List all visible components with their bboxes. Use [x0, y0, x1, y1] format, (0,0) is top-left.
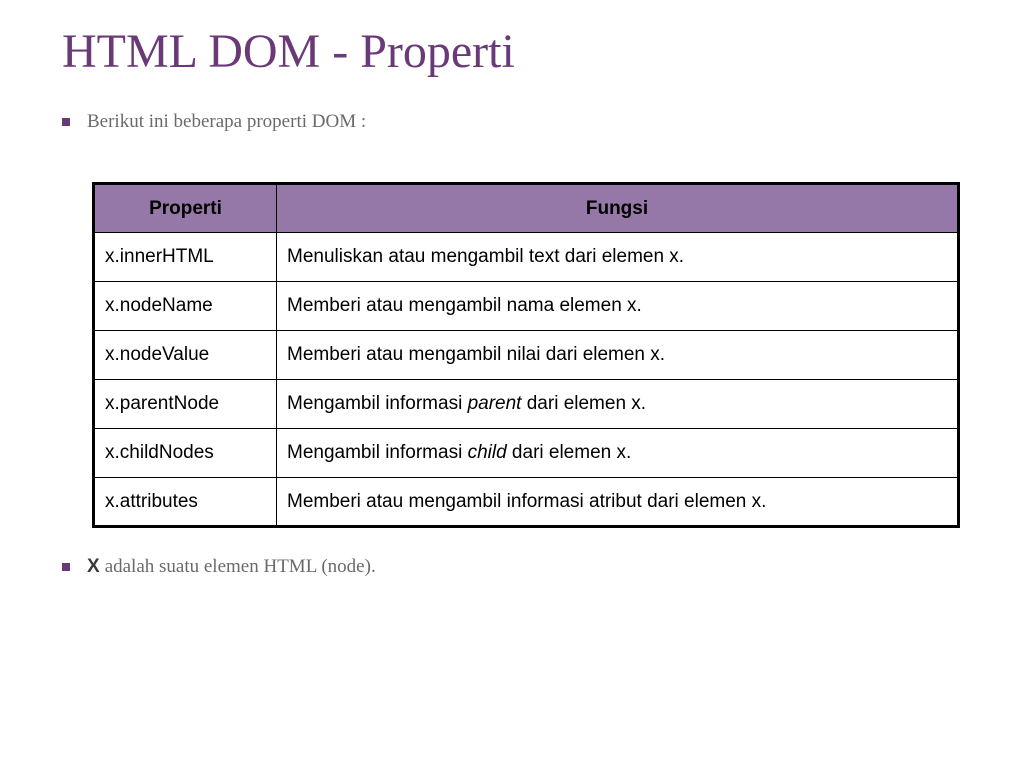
cell-function [277, 282, 959, 331]
function-italic-term: child [467, 442, 507, 463]
header-properti: Properti [94, 184, 277, 233]
function-text: Memberi atau mengambil nama elemen x. [287, 295, 642, 316]
note-text: adalah suatu elemen HTML (node). [104, 556, 376, 577]
function-text: Menuliskan atau mengambil text dari elemen x. [287, 246, 685, 267]
cell-function [277, 478, 959, 527]
cell-property: x.nodeValue [94, 331, 277, 380]
square-bullet-icon [62, 118, 70, 126]
intro-text: Berikut ini beberapa properti DOM : [87, 111, 367, 132]
function-text: Memberi atau mengambil informasi atribut dari elemen x. [287, 490, 767, 512]
table-row [94, 380, 959, 429]
cell-function [277, 233, 959, 282]
table-row [94, 478, 959, 527]
function-text: Mengambil informasi [287, 442, 468, 463]
slide-title: HTML DOM - Properti [62, 25, 515, 78]
function-text-end: dari elemen x. [506, 442, 632, 463]
cell-property: x.nodeName [94, 282, 277, 331]
cell-property: x.parentNode [94, 380, 277, 429]
cell-property: x.attributes [94, 478, 277, 527]
table-row [94, 233, 959, 282]
function-text: Mengambil informasi [287, 393, 468, 414]
function-italic-term: parent [467, 393, 522, 414]
note-variable: X [87, 556, 100, 577]
cell-function [277, 429, 959, 478]
table-header-row [94, 184, 959, 233]
note-bullet [62, 556, 376, 578]
intro-bullet [62, 111, 366, 133]
table-row [94, 331, 959, 380]
cell-function [277, 380, 959, 429]
cell-function [277, 331, 959, 380]
table-row [94, 429, 959, 478]
header-fungsi: Fungsi [277, 184, 959, 233]
function-text: Memberi atau mengambil nilai dari elemen x. [287, 344, 666, 365]
cell-property: x.innerHTML [94, 233, 277, 282]
cell-property: x.childNodes [94, 429, 277, 478]
table-row [94, 282, 959, 331]
square-bullet-icon [62, 563, 70, 571]
properties-table [92, 182, 960, 528]
function-text-end: dari elemen x. [521, 393, 647, 414]
